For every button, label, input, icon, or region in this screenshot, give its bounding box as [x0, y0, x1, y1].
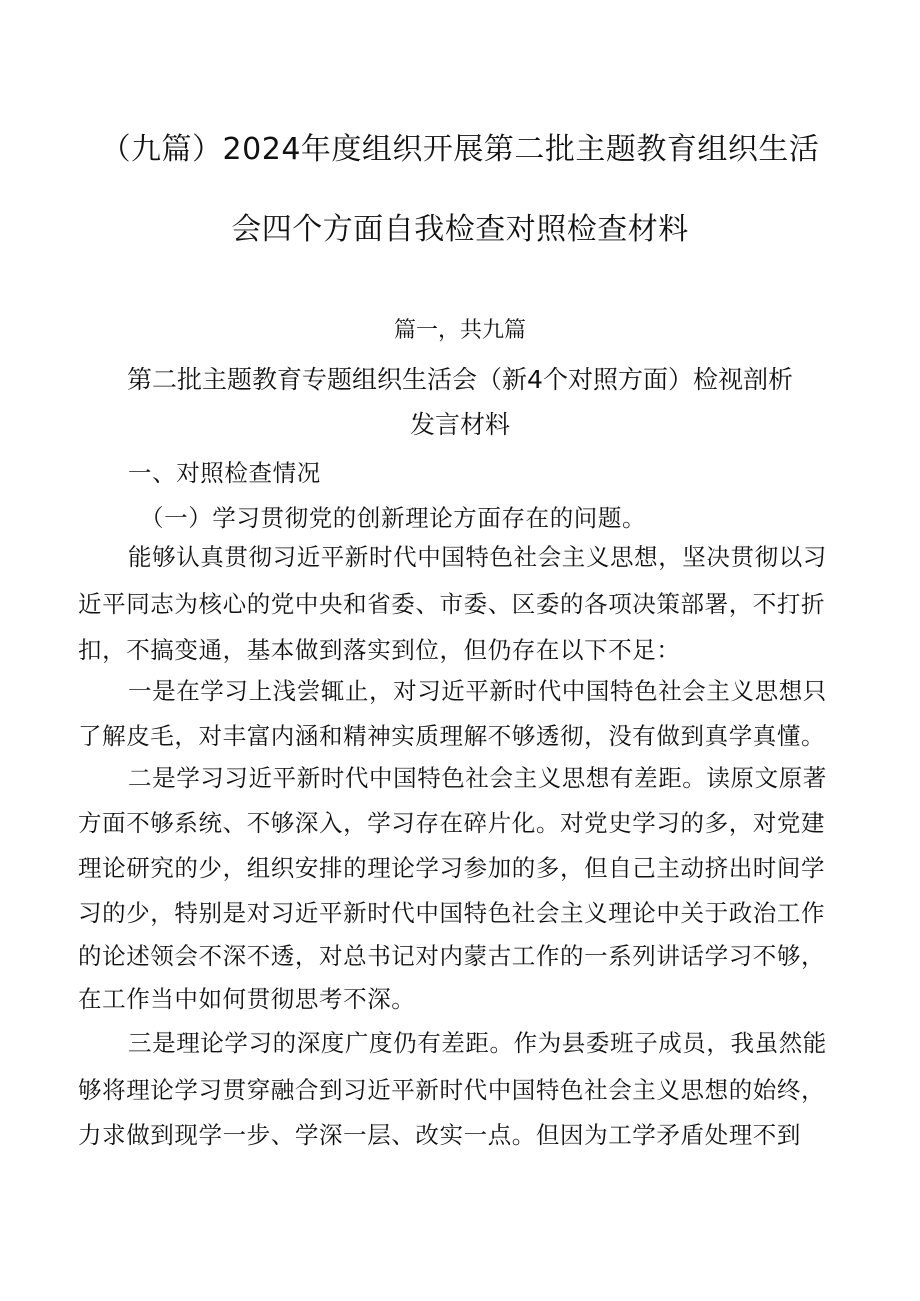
- document-title-line-1: （九篇）2024年度组织开展第二批主题教育组织生活: [100, 132, 820, 167]
- section-label: 篇一，共九篇: [393, 318, 526, 343]
- paragraph-line: 的论述领会不深不透，对总书记对内蒙古工作的一系列讲话学习不够，: [78, 942, 826, 970]
- paragraph-line: 力求做到现学一步、学深一层、改实一点。但因为工学矛盾处理不到: [78, 1121, 801, 1149]
- paragraph-line: 近平同志为核心的党中央和省委、市委、区委的各项决策部署，不打折: [78, 590, 826, 618]
- paragraph-line: 一是在学习上浅尝辄止，对习近平新时代中国特色社会主义思想只: [128, 677, 827, 705]
- paragraph-line: 方面不够系统、不够深入，学习存在碎片化。对党史学习的多，对党建: [78, 809, 826, 837]
- subheading-learning-issues: （一）学习贯彻党的创新理论方面存在的问题。: [140, 504, 647, 532]
- heading-comparison-check: 一、对照检查情况: [128, 459, 321, 487]
- subtitle-line-1: 第二批主题教育专题组织生活会（新4个对照方面）检视剖析: [127, 365, 793, 394]
- paragraph-line: 在工作当中如何贯彻思考不深。: [78, 985, 416, 1013]
- paragraph-line: 够将理论学习贯穿融合到习近平新时代中国特色社会主义思想的始终，: [78, 1076, 826, 1104]
- paragraph-line: 扣，不搞变通，基本做到落实到位，但仍存在以下不足：: [78, 636, 681, 664]
- subtitle-line-2: 发言材料: [409, 410, 510, 439]
- paragraph-line: 习的少，特别是对习近平新时代中国特色社会主义理论中关于政治工作: [78, 899, 826, 927]
- paragraph-line: 能够认真贯彻习近平新时代中国特色社会主义思想，坚决贯彻以习: [128, 543, 827, 571]
- paragraph-line: 了解皮毛，对丰富内涵和精神实质理解不够透彻，没有做到真学真懂。: [78, 722, 826, 750]
- document-title-line-2: 会四个方面自我检查对照检查材料: [231, 212, 689, 247]
- paragraph-line: 二是学习习近平新时代中国特色社会主义思想有差距。读原文原著: [128, 764, 827, 792]
- paragraph-line: 理论研究的少，组织安排的理论学习参加的多，但自己主动挤出时间学: [78, 854, 826, 882]
- paragraph-line: 三是理论学习的深度广度仍有差距。作为县委班子成员，我虽然能: [128, 1029, 827, 1057]
